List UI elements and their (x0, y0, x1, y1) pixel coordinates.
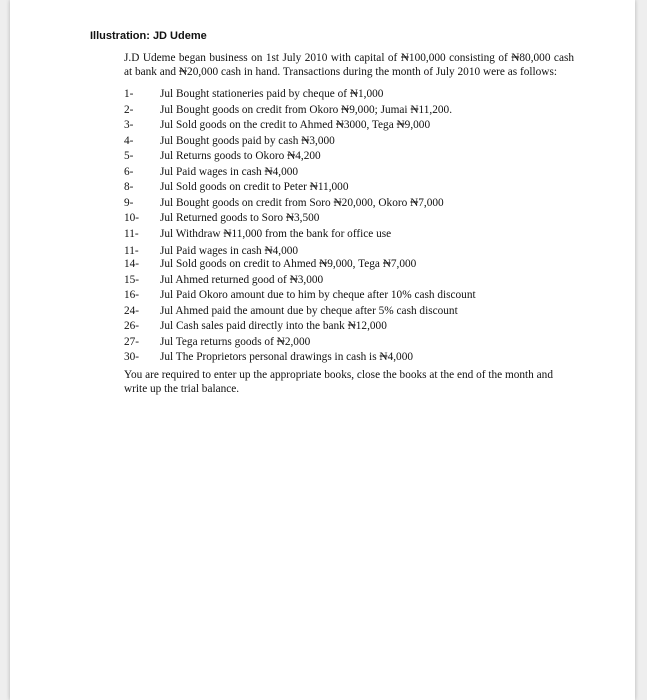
transaction-date: 10- (124, 212, 140, 224)
transaction-text: Jul Sold goods on credit to Ahmed ₦9,000, Tega ₦7,000 (160, 258, 417, 270)
transaction-date: 27- (124, 335, 140, 348)
transaction-item (124, 246, 574, 257)
transaction-date: 8- (124, 181, 134, 193)
transaction-text: Jul Bought goods on credit from Okoro ₦9,000; Jumai ₦11,200. (160, 103, 453, 116)
transaction-item (124, 335, 574, 351)
transaction-text: Jul Bought goods paid by cash ₦3,000 (160, 134, 335, 147)
transaction-text: Jul The Proprietors personal drawings in cash is ₦4,000 (160, 351, 413, 363)
instructions-paragraph: You are required to enter up the appropriate books, close the books at the end of the month and write up the trial balance. (124, 368, 553, 395)
transaction-text: Jul Returned goods to Soro ₦3,500 (160, 212, 320, 224)
transaction-text: Jul Bought stationeries paid by cheque of ₦1,000 (160, 88, 384, 100)
transaction-item (124, 180, 574, 196)
transaction-text: Jul Sold goods on credit to Peter ₦11,000 (160, 181, 349, 193)
transaction-item (124, 149, 574, 165)
transaction-text: Jul Paid Okoro amount due to him by cheque after 10% cash discount (160, 289, 476, 301)
transaction-text: Jul Ahmed paid the amount due by cheque after 5% cash discount (160, 304, 458, 317)
transaction-item (124, 304, 574, 320)
transaction-date: 3- (124, 119, 134, 131)
transaction-date: 1- (124, 88, 134, 100)
transaction-date: 9- (124, 196, 134, 209)
transaction-item (124, 196, 574, 212)
transaction-date: 5- (124, 150, 134, 162)
transaction-text: Jul Ahmed returned good of ₦3,000 (160, 273, 324, 286)
transaction-date: 26- (124, 320, 140, 332)
transaction-list (124, 87, 574, 366)
transaction-item (124, 288, 574, 304)
transaction-text: Jul Withdraw ₦11,000 from the bank for office use (160, 227, 392, 240)
transaction-date: 30- (124, 351, 140, 363)
transaction-date: 6- (124, 165, 134, 178)
transaction-item (124, 103, 574, 119)
transaction-text: Jul Paid wages in cash ₦4,000 (160, 245, 299, 257)
transaction-item (124, 87, 574, 103)
transaction-text: Jul Cash sales paid directly into the bank ₦12,000 (160, 320, 387, 332)
transaction-date: 11- (124, 245, 139, 257)
document-body (124, 51, 574, 396)
document-page (10, 0, 635, 700)
transaction-item (124, 350, 574, 366)
transaction-date: 14- (124, 258, 140, 270)
transaction-item (124, 273, 574, 289)
illustration-heading: Illustration: JD Udeme (90, 30, 207, 42)
transaction-item (124, 134, 574, 150)
transaction-item (124, 319, 574, 335)
transaction-item (124, 227, 574, 243)
transaction-item (124, 118, 574, 134)
intro-paragraph: J.D Udeme began business on 1st July 2010 with capital of ₦100,000 consisting of ₦80,000 cash at bank and ₦20,000 cash in hand. Transactions during the month of July 2010 were as follows: (124, 52, 574, 78)
transaction-item (124, 257, 574, 273)
transaction-date: 24- (124, 304, 140, 317)
transaction-item (124, 165, 574, 181)
transaction-text: Jul Tega returns goods of ₦2,000 (160, 335, 311, 348)
transaction-date: 15- (124, 273, 140, 286)
transaction-date: 4- (124, 134, 134, 147)
transaction-text: Jul Bought goods on credit from Soro ₦20,000, Okoro ₦7,000 (160, 196, 444, 209)
transaction-date: 11- (124, 227, 139, 240)
transaction-text: Jul Paid wages in cash ₦4,000 (160, 165, 299, 178)
transaction-item (124, 211, 574, 227)
transaction-date: 2- (124, 103, 134, 116)
transaction-text: Jul Returns goods to Okoro ₦4,200 (160, 150, 321, 162)
transaction-text: Jul Sold goods on the credit to Ahmed ₦3000, Tega ₦9,000 (160, 119, 431, 131)
transaction-date: 16- (124, 289, 140, 301)
